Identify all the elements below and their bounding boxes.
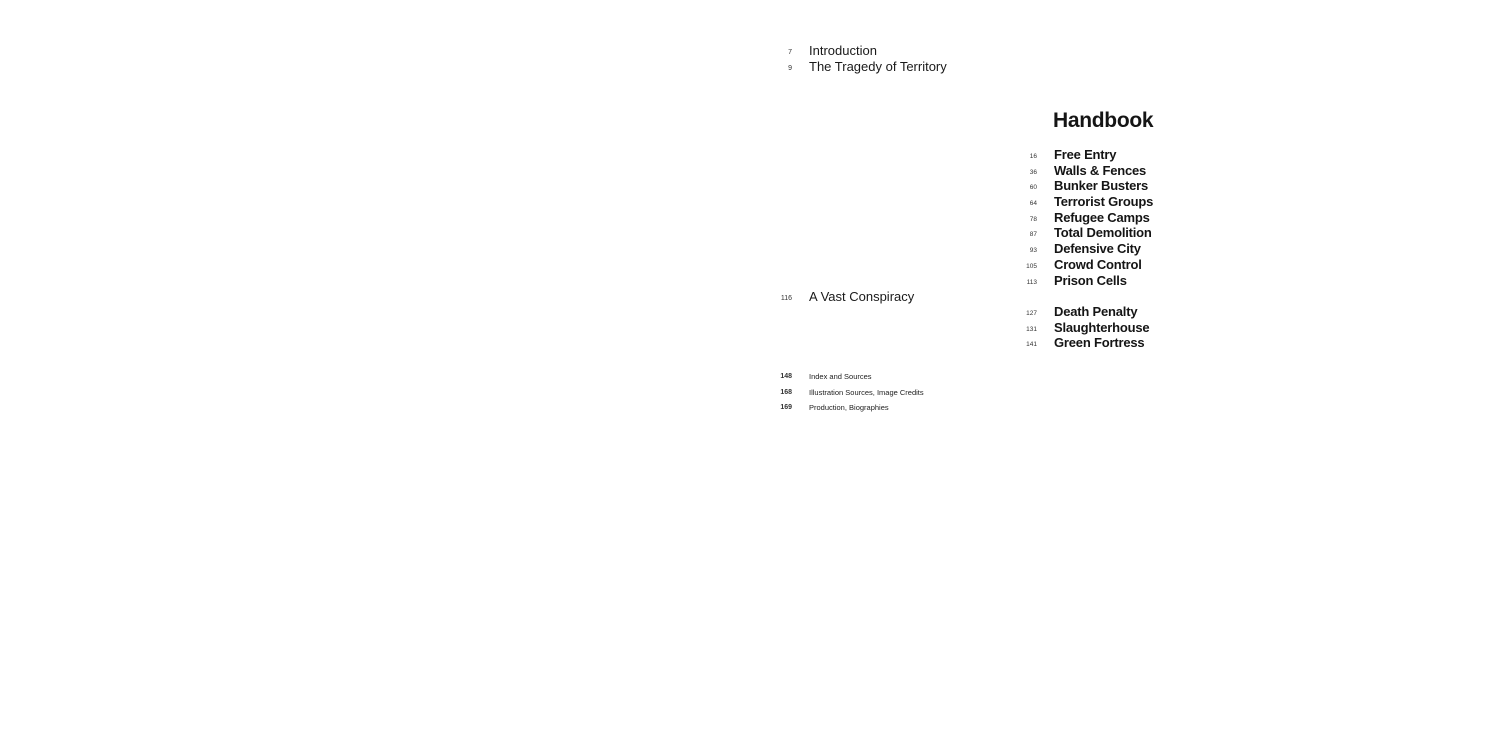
page-number: 127 [1026,310,1037,317]
toc-entry-production-biographies[interactable] [772,402,1012,418]
toc-entry-bunker-busters[interactable] [1015,178,1215,194]
entry-title: A Vast Conspiracy [809,289,915,304]
entry-title: Introduction [809,43,877,58]
handbook-heading: Handbook [1053,109,1154,132]
page-number: 78 [1029,215,1037,223]
toc-entry-index-sources[interactable] [772,371,1012,387]
toc-entry-defensive-city[interactable] [1015,241,1215,257]
entry-title: Terrorist Groups [1054,194,1154,210]
main-contents [772,43,1012,74]
entry-title: Total Demolition [1054,225,1152,241]
entry-title: Death Penalty [1054,304,1138,319]
entry-title: Bunker Busters [1054,178,1149,194]
page-number: 116 [780,295,792,302]
page-number: 105 [1026,262,1037,270]
toc-entry-prison-cells[interactable] [1015,273,1215,289]
toc-entry-illustration-sources[interactable] [772,387,1012,403]
toc-entry-death-penalty[interactable] [1015,304,1215,320]
handbook-group-2 [1015,304,1215,351]
toc-entry-terrorist-groups[interactable] [1015,194,1215,210]
toc-entry-refugee-camps[interactable] [1015,210,1215,226]
page-number: 87 [1029,231,1037,239]
toc-entry-slaughterhouse[interactable] [1015,320,1215,336]
entry-title: The Tragedy of Territory [809,58,947,74]
handbook-section [1015,108,1215,358]
page-number: 168 [780,388,792,396]
page-number: 169 [780,404,792,412]
entry-title: Index and Sources [809,372,872,381]
page-number: 16 [1029,153,1037,160]
toc-entry-total-demolition[interactable] [1015,225,1215,241]
page-number: 148 [780,373,792,380]
entry-title: Prison Cells [1054,272,1127,288]
toc-entry-green-fortress[interactable] [1015,335,1215,351]
entry-title: Defensive City [1054,241,1141,257]
entry-title: Free Entry [1054,147,1117,162]
page-number: 7 [788,49,792,56]
entry-title: Illustration Sources, Image Credits [809,387,924,397]
entry-title: Production, Biographies [809,403,889,413]
toc-entry-crowd-control[interactable] [1015,257,1215,273]
page-number: 64 [1029,200,1037,208]
toc-entry-walls-fences[interactable] [1015,163,1215,179]
handbook-group-1 [1015,147,1215,288]
entry-title: Slaughterhouse [1054,319,1150,335]
page-number: 9 [788,64,792,72]
entry-title: Crowd Control [1054,256,1142,272]
back-matter [772,371,1012,418]
page-number: 93 [1029,247,1037,255]
page-number: 141 [1026,341,1037,349]
page-number: 131 [1026,325,1037,333]
entry-title: Walls & Fences [1054,162,1147,178]
entry-title: Green Fortress [1054,335,1145,351]
page-number: 36 [1029,168,1037,176]
toc-entry-vast-conspiracy[interactable] [772,289,1012,305]
toc-entry-tragedy-of-territory[interactable] [772,59,1012,75]
entry-title: Refugee Camps [1054,209,1150,225]
page-number: 60 [1029,184,1037,192]
toc-entry-introduction[interactable] [772,43,1012,59]
page-number: 113 [1026,278,1037,286]
conspiracy-contents [772,289,1012,305]
toc-entry-free-entry[interactable] [1015,147,1215,163]
